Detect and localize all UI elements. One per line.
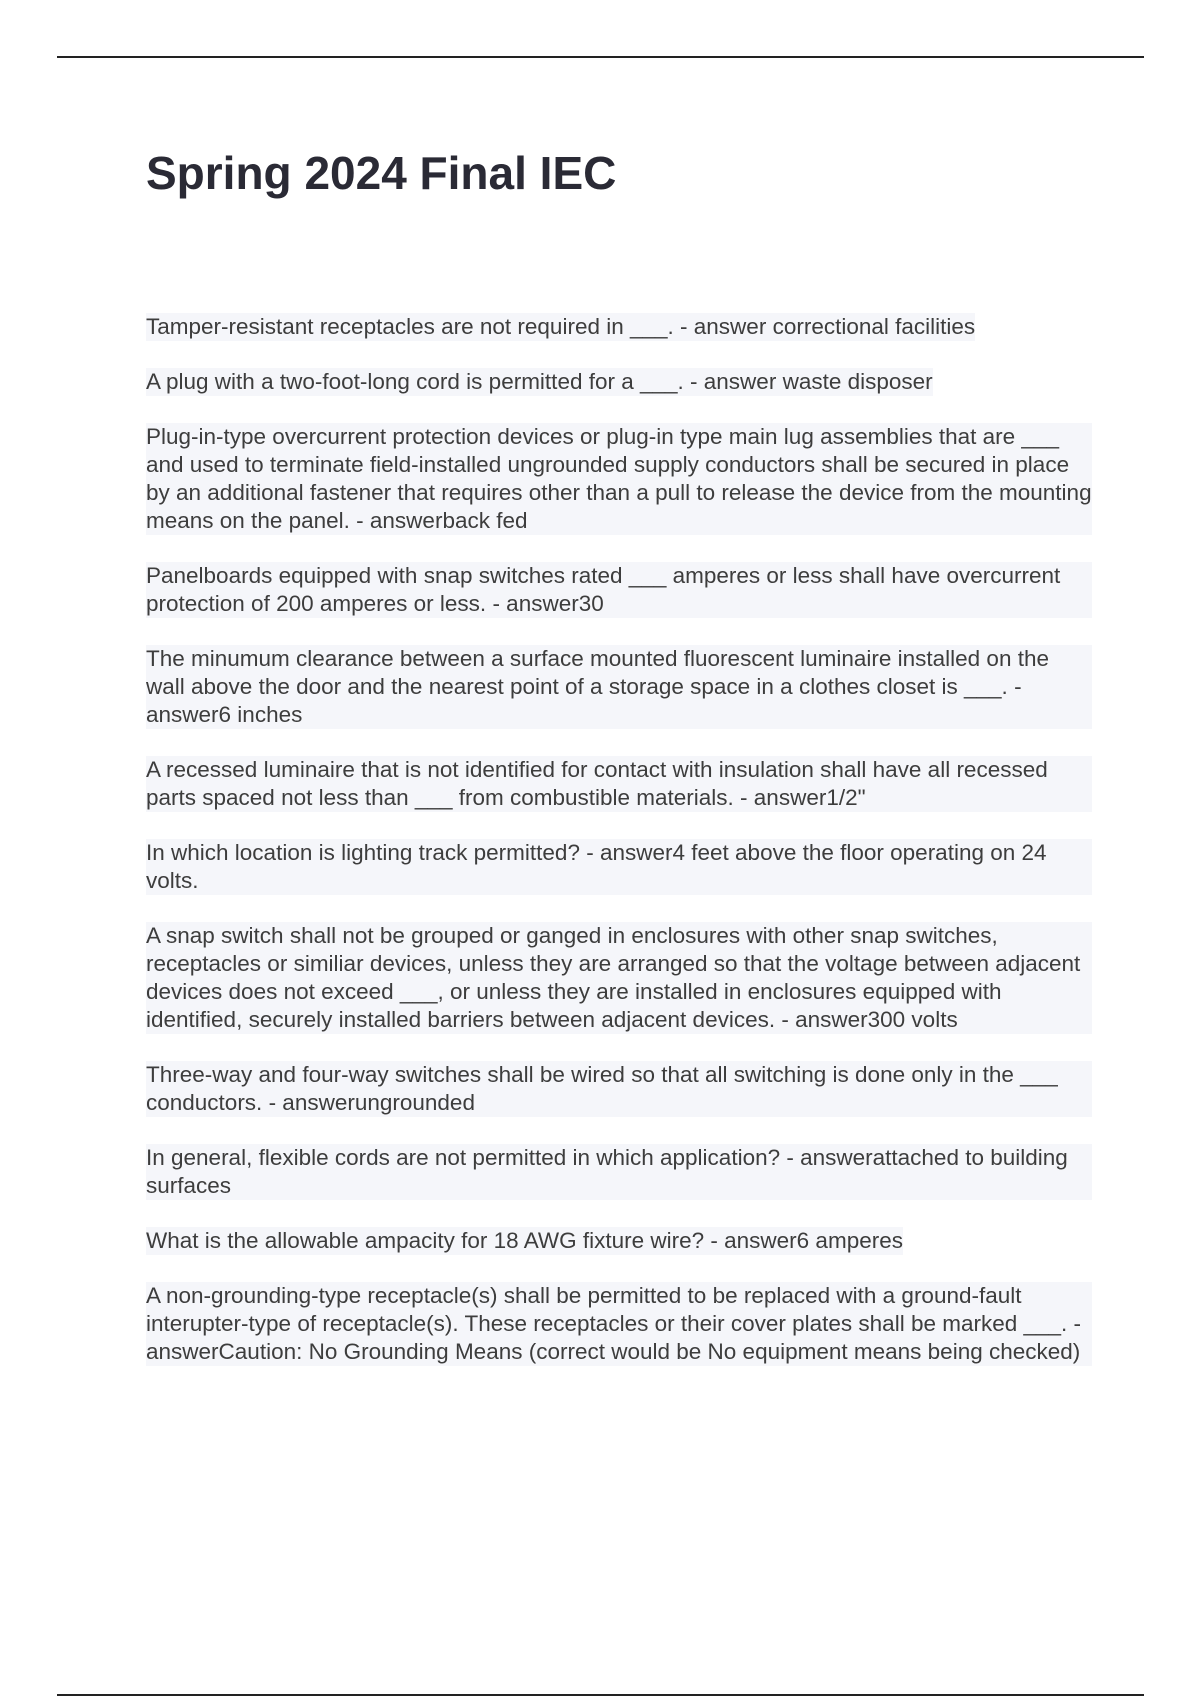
question-text: A non-grounding-type receptacle(s) shall be permitted to be replaced with a ground-fault interupter-type of receptacle(s). These receptacles or their cover plates shall be marked ___. bbox=[146, 1283, 1068, 1336]
answer-text: ungrounded bbox=[354, 1090, 475, 1115]
answer-text: 6 inches bbox=[218, 702, 303, 727]
document-title: Spring 2024 Final IEC bbox=[146, 147, 617, 199]
top-rule bbox=[57, 56, 1144, 58]
bottom-rule bbox=[57, 1694, 1144, 1696]
question-text: A snap switch shall not be grouped or ganged in enclosures with other snap switches, receptacles or similiar devices, unless they are arranged so that the voltage between adjacent devices does not exceed ___, or unless they are installed in enclosures equipped with identified, securely installed barriers between adjacent devices. bbox=[146, 923, 1081, 1032]
qa-item bbox=[146, 1282, 1092, 1366]
qa-item bbox=[146, 368, 933, 396]
question-text: A plug with a two-foot-long cord is permitted for a ___. bbox=[146, 369, 684, 394]
question-text: Plug-in-type overcurrent protection devices or plug-in type main lug assemblies that are ___ and used to terminate field-installed ungrounded supply conductors shall be secured in place by an additional fastener that requires other than a pull to release the device from the mounting means on the panel. bbox=[146, 424, 1092, 533]
answer-separator: - answer bbox=[262, 1090, 355, 1115]
question-text: A recessed luminaire that is not identified for contact with insulation shall have all recessed parts spaced not less than ___ from combustible materials. bbox=[146, 757, 1048, 810]
answer-text: back fed bbox=[442, 508, 528, 533]
qa-item bbox=[146, 423, 1092, 535]
answer-separator: - answer bbox=[780, 1145, 873, 1170]
answer-separator: - answer bbox=[146, 1311, 1082, 1364]
question-text: Three-way and four-way switches shall be wired so that all switching is done only in the ___ conductors. bbox=[146, 1062, 1058, 1115]
qa-item bbox=[146, 756, 1092, 812]
answer-separator: - answer bbox=[579, 840, 673, 865]
answer-separator: - answer bbox=[673, 314, 767, 339]
qa-item bbox=[146, 839, 1092, 895]
answer-separator: - answer bbox=[683, 369, 777, 394]
question-text: In general, flexible cords are not permitted in which application? bbox=[146, 1145, 781, 1170]
question-text: The minumum clearance between a surface mounted fluorescent luminaire installed on the wall above the door and the nearest point of a storage space in a clothes closet is ___. bbox=[146, 646, 1049, 699]
question-text: Panelboards equipped with snap switches rated ___ amperes or less shall have overcurrent protection of 200 amperes or less. bbox=[146, 563, 1061, 616]
qa-item bbox=[146, 1144, 1092, 1200]
answer-text: 30 bbox=[578, 591, 604, 616]
question-text: In which location is lighting track permitted? bbox=[146, 840, 580, 865]
answer-separator: - answer bbox=[704, 1228, 797, 1253]
qa-list bbox=[146, 313, 1092, 1393]
answer-separator: - answer bbox=[775, 1007, 868, 1032]
answer-text: waste disposer bbox=[776, 369, 933, 394]
qa-item bbox=[146, 645, 1092, 729]
answer-text: 300 volts bbox=[867, 1007, 958, 1032]
answer-separator: - answer bbox=[733, 785, 827, 810]
answer-separator: - answer bbox=[486, 591, 579, 616]
answer-text: 4 feet above the floor operating on 24 volts. bbox=[146, 840, 1047, 893]
answer-text: 1/2" bbox=[826, 785, 866, 810]
qa-item bbox=[146, 1227, 903, 1255]
question-text: Tamper-resistant receptacles are not required in ___. bbox=[146, 314, 674, 339]
answer-separator: - answer bbox=[146, 674, 1022, 727]
question-text: What is the allowable ampacity for 18 AWG fixture wire? bbox=[146, 1228, 705, 1253]
qa-item bbox=[146, 313, 975, 341]
answer-text: attached to building surfaces bbox=[146, 1145, 1068, 1198]
answer-text: Caution: No Grounding Means (correct would be No equipment means being checked) bbox=[218, 1339, 1081, 1364]
answer-text: 6 amperes bbox=[796, 1228, 903, 1253]
qa-item bbox=[146, 922, 1092, 1034]
qa-item bbox=[146, 1061, 1092, 1117]
qa-item bbox=[146, 562, 1092, 618]
answer-separator: - answer bbox=[349, 508, 443, 533]
answer-text: correctional facilities bbox=[766, 314, 976, 339]
